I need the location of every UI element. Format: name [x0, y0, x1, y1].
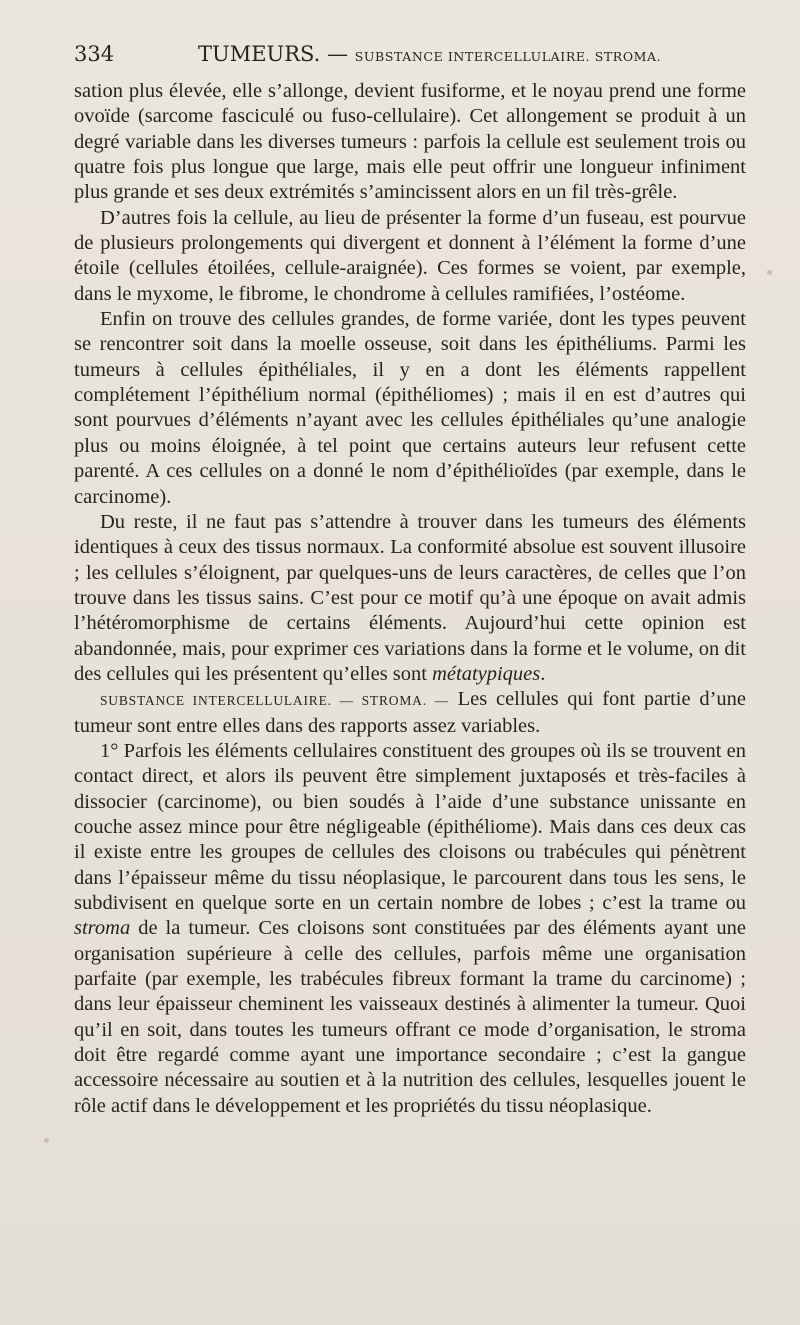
body-text — [74, 79, 746, 1119]
paragraph-4 — [74, 510, 746, 687]
page-header — [74, 38, 754, 68]
paper-speck — [767, 270, 772, 275]
paragraph-2: D’autres fois la cellule, au lieu de présenter la forme d’un fuseau, est pourvue de plusieurs prolongements qui divergent et donnent à l’élément la forme d’une étoile (cellules étoilées, cellule-araignée). Ces formes se voient, par exemple, dans le myxome, le fibrome, le chondrome à cellules ramifiées, l’ostéome. — [74, 206, 746, 305]
paragraph-5 — [74, 687, 746, 739]
paragraph-6 — [74, 739, 746, 1119]
paragraph-6-end: de la tumeur. Ces cloisons sont constituées par des éléments ayant une organisation supérieure à celle des cellules, parfois même une organisation parfaite (par exemple, les trabécules fibreux formant la trame du carcinome) ; dans leur épaisseur cheminent les vaisseaux destinés à alimenter la tumeur. Quoi qu’il en soit, dans toutes les tumeurs offrant ce mode d’organisation, le stroma doit être regardé comme ayant une importance secondaire ; c’est la gangue accessoire nécessaire au soutien et à la nutrition des cellules, lesquelles jouent le rôle actif dans le développement et les propriétés du tissu néoplasique. — [74, 917, 746, 1117]
paragraph-6-text: 1° Parfois les éléments cellulaires constituent des groupes où ils se trouvent en contact direct, et alors ils peuvent être simplement juxtaposés et très-faciles à dissocier (carcinome), ou bien soudés à l’aide d’une substance unissante en couche assez mince pour être négligeable (épithéliome). Mais dans ces deux cas il existe entre les groupes de cellules des cloisons ou trabécules qui pénètrent dans l’épaisseur même du tissu néoplasique, le parcourent dans tous les sens, le subdivisent en quelque sorte en un certain nombre de lobes ; c’est la trame ou — [74, 739, 746, 914]
paragraph-4-end: . — [540, 662, 546, 685]
paper-speck — [44, 1138, 49, 1143]
paragraph-6-emphasis: stroma — [74, 917, 131, 940]
page-number: 334 — [74, 42, 115, 66]
running-head-subtitle: SUBSTANCE INTERCELLULAIRE. STROMA. — [354, 49, 662, 64]
paragraph-1: sation plus élevée, elle s’allonge, devient fusiforme, et le noyau prend une forme ovoïde (sarcome fasciculé ou fuso-cellulaire). Cet allongement se produit à un degré variable dans les diverses tumeurs : parfois la cellule est seulement trois ou quatre fois plus longue que large, mais elle peut offrir une longueur infiniment plus grande et ses deux extrémités s’amincissent alors en un fil très-grêle. — [74, 80, 746, 204]
paragraph-5-text: Les cellules qui font partie d’une tumeur sont entre elles dans des rapports assez variables. — [74, 688, 746, 737]
running-head-title: TUMEURS. — [198, 42, 321, 66]
paragraph-3: Enfin on trouve des cellules grandes, de forme variée, dont les types peuvent se rencontrer soit dans la moelle osseuse, soit dans les épithéliums. Parmi les tumeurs à cellules épithéliales, il y en a dont les éléments rappellent complétement l’épithélium normal (épithéliomes) ; mais il en est d’autres qui sont pourvues d’éléments n’ayant avec les cellules épithéliales qu’une analogie plus ou moins éloignée, à tel point que certains auteurs leur refusent cette parenté. A ces cellules on a donné le nom d’épithélioïdes (par exemple, dans le carcinome). — [74, 308, 746, 508]
running-head-dash: — — [320, 42, 355, 66]
paragraph-4-text: Du reste, il ne faut pas s’attendre à trouver dans les tumeurs des éléments identiques à ceux des tissus normaux. La conformité absolue est souvent illusoire ; les cellules s’éloignent, par quelques-uns de leurs caractères, de celles que l’on trouve dans les tissus sains. C’est pour ce motif qu’à une époque on avait admis l’hétéromorphisme de certains éléments. Aujourd’hui cette opinion est abandonnée, mais, pour exprimer ces variations dans la forme et le volume, on dit des cellules qui les présentent qu’elles sont — [74, 510, 746, 685]
running-head — [198, 42, 661, 66]
paragraph-4-emphasis: métatypiques — [432, 662, 541, 685]
section-heading: SUBSTANCE INTERCELLULAIRE. — STROMA. — — [100, 693, 449, 709]
